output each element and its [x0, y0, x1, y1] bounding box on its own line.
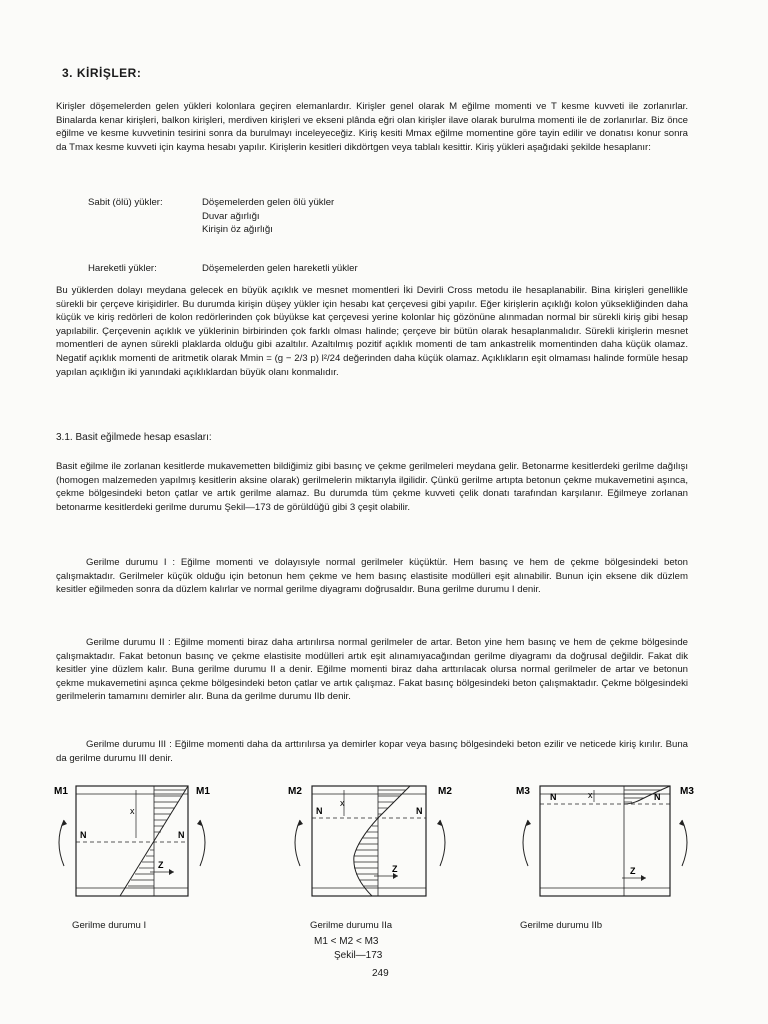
moment-label-left: M2 — [288, 786, 302, 797]
moment-arrow-left — [59, 820, 64, 866]
paragraph-text: Gerilme durumu I : Eğilme momenti ve dolayısıyle normal gerilmeler küçüktür. Hem basınç ve hem de çekme bölgesindeki beton çalışmaktadır. Gerilmeler küçük olduğu için betonun hem çekme ve hem basınç elastisite modülleri eşit alınabilir. Bunun için eksene dik düzlem kesitler eğilmeden sonra da düzlem kalırlar ve normal gerilme diyagramı doğrusaldır. Buna gerilme durumu I denir. — [56, 557, 688, 596]
load-item: Döşemelerden gelen hareketli yükler — [202, 263, 358, 274]
beam-section-outline — [76, 786, 188, 896]
compression-hatch — [154, 790, 186, 832]
moment-arrow-right — [682, 820, 687, 866]
intro-paragraph — [56, 100, 688, 154]
z-label: Z — [158, 860, 164, 870]
stress-diagram-state-2a — [282, 780, 472, 910]
state-2-paragraph — [56, 636, 688, 704]
moment-label-right: M1 — [196, 786, 210, 797]
moment-label-right: M2 — [438, 786, 452, 797]
neutral-label-right: N — [416, 806, 423, 816]
cross-method-paragraph — [56, 284, 688, 379]
neutral-label-right: N — [178, 830, 185, 840]
neutral-label-right: N — [654, 792, 661, 802]
moment-arrow-left — [523, 820, 528, 866]
x-label: x — [588, 790, 593, 800]
caption-state-2b: Gerilme durumu IIb — [520, 920, 603, 931]
basic-bending-paragraph — [56, 460, 688, 514]
live-loads-label: Hareketli yükler: — [88, 263, 157, 274]
paragraph-text: Basit eğilme ile zorlanan kesitlerde mukavemetten bildiğimiz gibi basınç ve çekme gerilmeleri meydana gelir. Betonarme kesitlerdeki gerilme dağılışı (homogen malzemeden yapılmış kesitlerin aksine olarak) gerilmelerin miktarıyla ilgilidir. Çünkü gerilme artıpta betonun çekme mukavemetini aşınca, çekme bölgesindeki beton çatlar ve artık gerilme alamaz. Bu durumda tüm çekme kuvveti çelik donatı tarafından karşılanır. Eğilmeye zorlanan betonarme kesitlerdeki gerilme durumu Şekil—173 de görüldüğü gibi 3 çeşit olabilir. — [56, 461, 688, 513]
x-label: x — [130, 806, 135, 816]
paragraph-text: Gerilme durumu II : Eğilme momenti biraz daha artırılırsa normal gerilmeler de artar. Beton yine hem basınç ve hem de çekme bölgesinde çalışmaktadır. Fakat betonun basınç ve çekme elastisite modülleri artık eşit alınamıyacağından gerilme diyagramı da doğrusal değildir. Fakat dik kesitler yine düzlem kalır. Buna gerilme durumu II a denir. Eğilme momenti biraz daha arttırılacak olursa normal gerilmeler de artar ve betonun çekme mukavemetini aşınca çekme bölgesindeki beton çatlar ve artık çalışmaz. Fakat basınç bölgesindeki beton çalışmaktadır. Çekme bölgesindeki gerilmelerin tamamını demirler alır. Buna da gerilme durumu IIb denir. — [56, 637, 688, 703]
moment-label-left: M1 — [54, 786, 68, 797]
paragraph-text: Gerilme durumu III : Eğilme momenti daha da arttırılırsa ya demirler kopar veya basınç bölgesindeki beton ezilir ve neticede kiriş kırılır. Buna da gerilme durumu III denir. — [56, 739, 688, 764]
state-3-paragraph — [56, 738, 688, 765]
moment-inequality: M1 < M2 < M3 — [314, 936, 379, 947]
dead-loads-list — [88, 196, 334, 237]
moment-arrow-right — [200, 820, 205, 866]
paragraph-text: Bu yüklerden dolayı meydana gelecek en büyük açıklık ve mesnet momentleri İki Devirli Cross metodu ile hesaplanabilir. Bina kirişleri genellikle sürekli bir çerçeve kirişidirler. Bu durumda kirişin düşey yükler için hesabı kat çerçevesi gibi yapılır. Eğer kirişlerin açıklığı kolon yüksekliğinden daha küçük ve kiriş redörleri de kolon redörlerinden çok büyükse kat çerçevesi yerine kolonlar hiç gözönüne alınmadan normal bir sürekli kiriş gibi hesap yapılabilir. Çerçevenin açıklık ve yüklerinin birbirinden çok farklı olması halinde; çerçeve bir bütün olarak hesaplanmalıdır. Sürekli kirişlerin mesnet momentleri de aynen sürekli plaklarda olduğu gibi azaltılır. Azaltılmış pozitif açıklık momenti de tam ankastrelik momentinden daha küçük olamaz. Negatif açıklık momenti de aritmetik olarak Mmin = (g − 2/3 p) l²/24 değerinden daha küçük olamaz. Açıklıkların eşit olmaması halinde formüle hesap yapılan açıklığın iki yanındaki açıklıklardan büyük olanı konmalıdır. — [56, 285, 688, 378]
caption-state-2a: Gerilme durumu IIa — [310, 920, 393, 931]
beam-section-outline — [312, 786, 426, 896]
beam-section-outline — [540, 786, 670, 896]
page-number: 249 — [372, 968, 389, 979]
section-heading: 3. KİRİŞLER: — [62, 66, 142, 80]
tension-hatch — [128, 850, 154, 886]
stress-diagram-state-1 — [50, 780, 220, 910]
neutral-label-left: N — [316, 806, 323, 816]
load-item: Kirişin öz ağırlığı — [202, 224, 273, 236]
state-1-paragraph — [56, 556, 688, 597]
dead-loads-label: Sabit (ölü) yükler: — [88, 197, 163, 208]
load-item: Duvar ağırlığı — [202, 210, 260, 222]
subsection-heading: 3.1. Basit eğilmede hesap esasları: — [56, 432, 212, 443]
z-label: Z — [392, 864, 398, 874]
stress-curve — [354, 786, 410, 896]
paragraph-text: Kirişler döşemelerden gelen yükleri kolonlara geçiren elemanlardır. Kirişler genel olarak M eğilme momenti ve T kesme kuvveti ile zorlanırlar. Binalarda kenar kirişleri, balkon kirişleri, merdiven kirişleri ve ekseni plânda eğri olan kirişler ilave olarak burulma momenti ile de zorlanırlar. Biz önce eğilme ve kesme kuvvetinin tesirini sonra da burulmayı inceleyeceğiz. Kiriş kesiti Mmax eğilme momentine göre tayin edilir ve donatısı konur sonra da Tmax kesme kuvveti için kayma hesabı yapılır. Kirişlerin kesitleri dikdörtgen veya tablalı kesittir. Kiriş yükleri aşağıdaki şekilde hesaplanır: — [56, 101, 688, 153]
x-label: x — [340, 798, 345, 808]
live-loads-list — [88, 262, 358, 276]
moment-label-left: M3 — [516, 786, 530, 797]
neutral-label-left: N — [550, 792, 557, 802]
z-label: Z — [630, 866, 636, 876]
caption-state-1: Gerilme durumu I — [72, 920, 147, 931]
neutral-label-left: N — [80, 830, 87, 840]
stress-curve — [624, 786, 670, 804]
moment-label-right: M3 — [680, 786, 694, 797]
moment-arrow-right — [440, 820, 445, 866]
load-item: Döşemelerden gelen ölü yükler — [202, 197, 335, 208]
figure-label: Şekil—173 — [334, 950, 383, 961]
stress-diagram-state-2b — [506, 780, 706, 910]
moment-arrow-left — [295, 820, 300, 866]
